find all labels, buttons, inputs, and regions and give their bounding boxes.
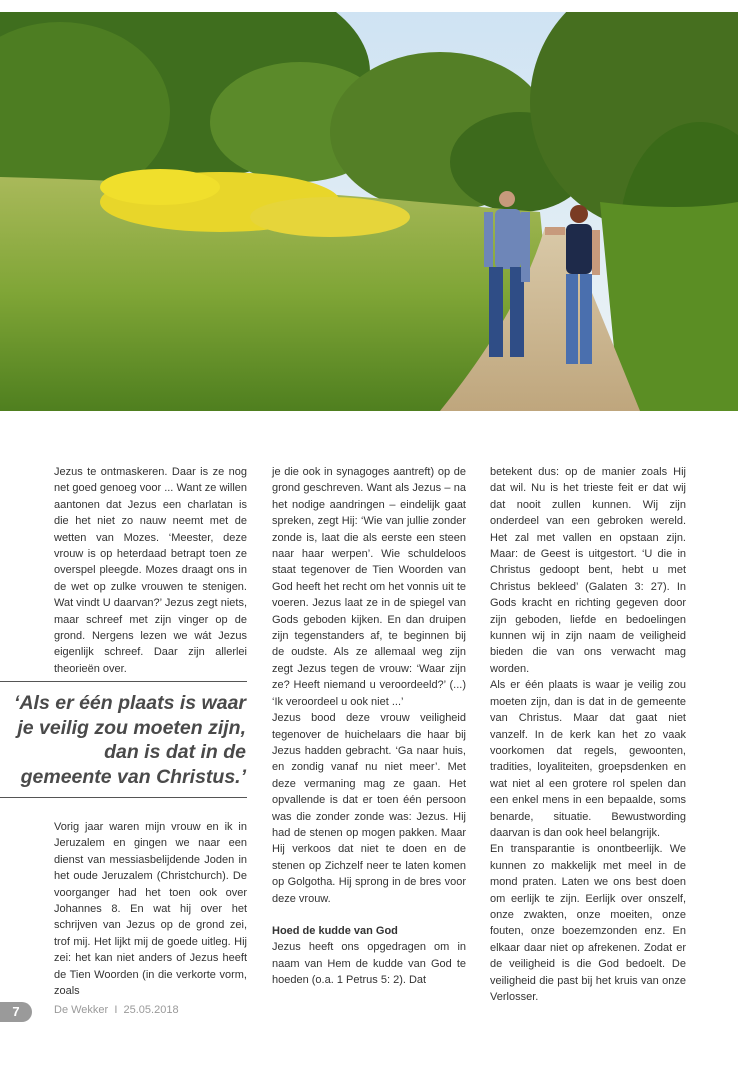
footer-separator: I: [114, 1004, 118, 1016]
column-2: [272, 464, 466, 989]
paragraph: betekent dus: op de manier zoals Hij dat wil. Nu is het trieste feit er dat wij dat nooit zullen kunnen. Wij zijn onderdeel van een gebroken wereld. Het zal met vallen en opstaan zijn. Maar: de Geest is uitgestort. ‘U die in Christus gedoopt bent, hebt u met Christus bekleed’ (Galaten 3: 27). In Gods kracht en richting gegeven door zijn geboden, liefde en bedoelingen kunnen wij in zijn naam de veiligheid bieden die van ons verwacht mag worden.: [490, 466, 686, 675]
paragraph: Jezus heeft ons opgedragen om in naam van Hem de kudde van God te hoeden (o.a. 1 Petrus 5: 2). Dat: [272, 941, 466, 987]
page-footer: [0, 1002, 400, 1022]
paragraph: En transparantie is onontbeerlijk. We kunnen zo makkelijk met meel in de mond praten. Laten we ons best doen om eerlijk te zijn. Eerlijk over onszelf, onze zwakten, onze moeiten, onze fouten, onze boezemzonden enz. En elkaar daar niet op afrekenen. Zodat er de veiligheid is die God bedoelt. De veiligheid die past bij het kruis van onze Verlosser.: [490, 843, 686, 1003]
paragraph: Als er één plaats is waar je veilig zou moeten zijn, dan is dat in de gemeente van Christus. Maar dat gaat niet vanzelf. In de kerk kan het zo vaak voorkomen dat regels, gewoonten, tradities, loyaliteiten, groepsdenken en wat niet al een grotere rol spelen dan een enkel mens in een bepaalde, soms benarde, situatie. Bewustwording daarvan is dan ook heel belangrijk.: [490, 679, 686, 839]
pullquote: ‘Als er één plaats is waar je veilig zou moeten zijn, dan is dat in de gemeente van Christus.’: [14, 692, 246, 788]
section-heading: Hoed de kudde van God: [272, 924, 398, 937]
paragraph: Jezus bood deze vrouw veiligheid tegenover de huichelaars die haar bij Jezus hadden gebracht. ‘Ga naar huis, en zondig vanaf nu niet meer’. Met deze vermaning mag ze gaan. Het opvallende is dat er toen één persoon was die zonder zonde was: Jezus. Hij had de stenen op mogen pakken. Maar Hij verkoos dat niet te doen en de stenen op Zichzelf neer te laten komen op Golgotha. Hij sprong in de bres voor deze vrouw.: [272, 712, 466, 905]
pullquote-bottom-rule: [0, 797, 247, 798]
header-photo: [0, 12, 738, 411]
photo-couple-walking-path: [0, 12, 738, 411]
publication-date: 25.05.2018: [123, 1004, 179, 1016]
column-3: [490, 464, 686, 1005]
paragraph: Vorig jaar waren mijn vrouw en ik in Jeruzalem en gingen we naar een dienst van messiasbelijdende Joden in het oude Jeruzalem (Christchurch). De voorganger had het toen ook over Johannes 8. En wat hij over het schrijven van Jezus op de grond zei, trof mij. Het lijkt mij de goede uitleg. Hij zei: het kan niet anders of Jezus heeft de Tien Woorden (in die verkorte vorm, zoals: [54, 821, 247, 998]
pullquote-top-rule: [0, 681, 247, 682]
paragraph: je die ook in synagoges aantreft) op de grond geschreven. Want als Jezus – na het nodige aandringen – eindelijk gaat spreken, zegt Hij: ‘Wie van jullie zonder zonde is, laat die als eerste een steen naar haar werpen’. Wie schuldeloos staat tegenover de Tien Woorden van God heeft het recht om het vonnis uit te voeren. Jezus laat ze in de spiegel van Gods geboden kijken. En dan druipen zijn tegenstanders af, te beginnen bij de oudste. Als ze allemaal weg zijn zegt Jezus tegen de vrouw: ‘Waar zijn ze? Heeft niemand u veroordeeld?’ (...) ‘Ik veroordeel u ook niet ...’: [272, 466, 466, 708]
column-1-continued: [54, 819, 247, 999]
page-number: 7: [0, 1002, 32, 1022]
column-1: [54, 464, 247, 677]
publication-info: [54, 1004, 179, 1016]
paragraph: Jezus te ontmaskeren. Daar is ze nog net goed genoeg voor ... Want ze willen aantonen dat Jezus een charlatan is die het niet zo nauw neemt met de wetten van Mozes. ‘Meester, deze vrouw is op heterdaad betrapt toen ze overspel pleegde. Mozes draagt ons in de wet op zulke vrouwen te stenigen. Wat vindt U daarvan?’ Jezus zegt niets, maar schreef met zijn vinger op de grond. Nergens lezen we wát Jezus eigenlijk schreef. Daar zijn allerlei theorieën over.: [54, 466, 247, 675]
publication-name: De Wekker: [54, 1004, 109, 1016]
